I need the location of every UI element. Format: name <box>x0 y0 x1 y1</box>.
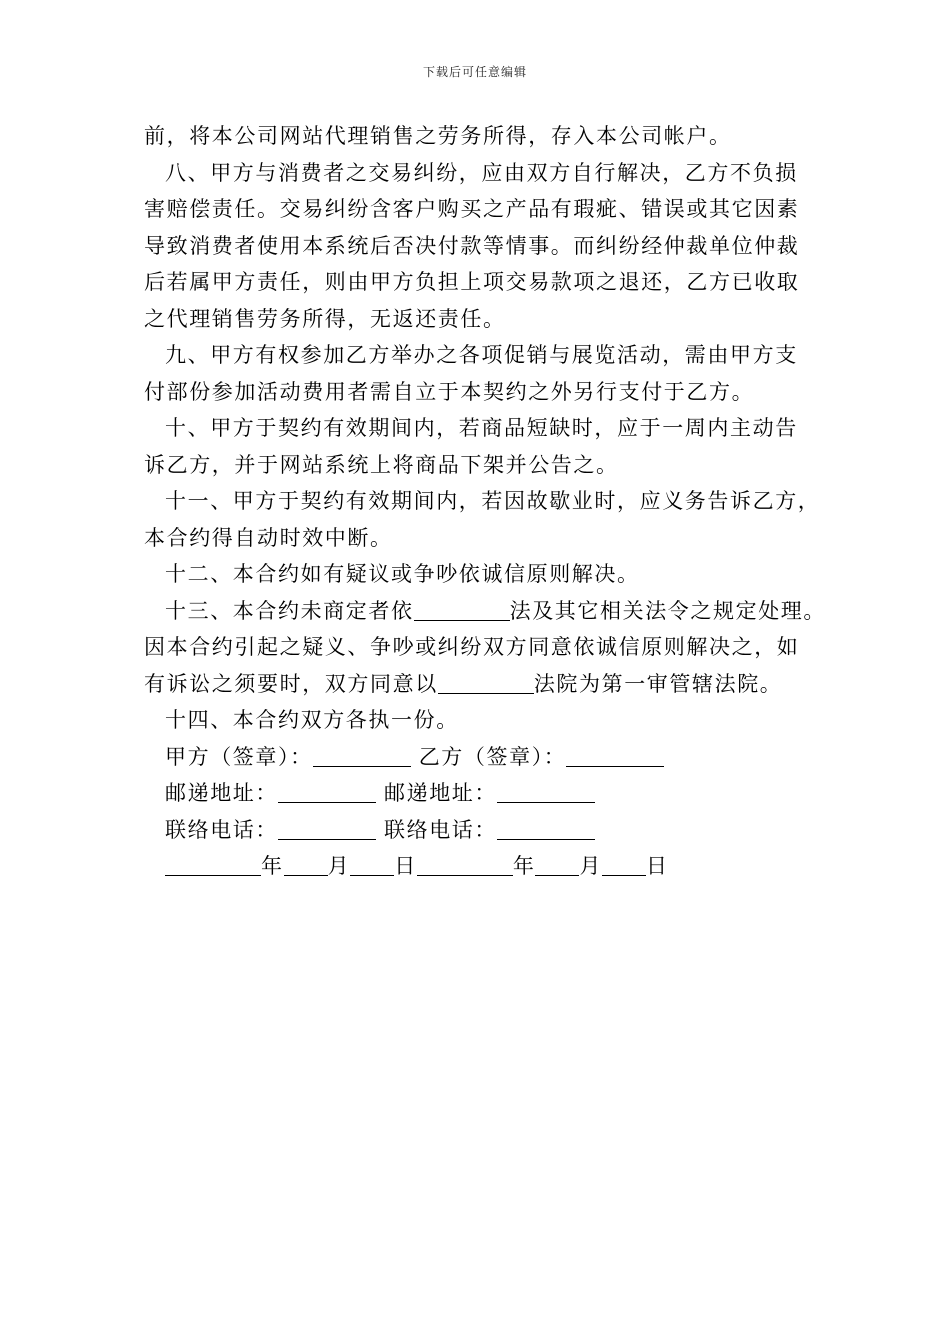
clause-line: 后若属甲方责任，则由甲方负担上项交易款项之退还，乙方已收取 <box>144 270 800 294</box>
party-a-label: 甲方（签章）： <box>165 744 313 769</box>
phone-row <box>144 812 834 849</box>
clause-line: 八、甲方与消费者之交易纠纷，应由双方自行解决，乙方不负损 <box>165 160 798 185</box>
party-a-signature-field[interactable] <box>313 744 411 767</box>
year-label: 年 <box>512 854 536 878</box>
party-b-label: 乙方（签章）： <box>418 744 567 769</box>
clause-line: 十、甲方于契约有效期间内，若商品短缺时，应于一周内主动告 <box>165 416 798 440</box>
clause-line: 诉乙方，并于网站系统上将商品下架并公告之。 <box>144 452 619 477</box>
clause-12: 十二、本合约如有疑议或争吵依诚信原则解决。 <box>165 562 640 586</box>
clause-line: 之代理销售劳务所得，无返还责任。 <box>144 306 506 331</box>
party-a-phone-field[interactable] <box>278 817 376 840</box>
clause-line: 十一、甲方于契约有效期间内，若因故歇业时，应义务告诉乙方， <box>165 489 821 513</box>
party-b-address-field[interactable] <box>497 780 595 803</box>
party-a-address-label: 邮递地址： <box>165 781 278 805</box>
party-b-phone-field[interactable] <box>497 817 595 840</box>
clause-11 <box>144 483 834 556</box>
month-label: 月 <box>579 854 603 878</box>
law-blank-field[interactable] <box>414 598 510 621</box>
clause-line: 付部份参加活动费用者需自立于本契约之外另行支付于乙方。 <box>144 379 755 404</box>
signature-row <box>144 739 834 776</box>
year-label: 年 <box>261 854 284 878</box>
clause-line: 九、甲方有权参加乙方举办之各项促销与展览活动，需由甲方支 <box>165 343 798 367</box>
clause-13 <box>144 593 834 703</box>
contract-body <box>144 118 834 885</box>
clause-line <box>144 593 834 630</box>
party-a-day-field[interactable] <box>350 853 394 876</box>
party-b-signature-field[interactable] <box>566 744 664 767</box>
clause-8 <box>144 155 834 338</box>
party-a-month-field[interactable] <box>284 853 328 876</box>
clause-10 <box>144 410 834 483</box>
clause-text: 有诉讼之须要时，双方同意以 <box>144 671 438 696</box>
clause-9 <box>144 337 834 410</box>
clause-line <box>144 666 834 703</box>
address-row <box>144 775 834 812</box>
clause-line: 本合约得自动时效中断。 <box>144 525 393 550</box>
clause-line: 导致消费者使用本系统后否决付款等情事。而纠纷经仲裁单位仲裁 <box>144 233 800 258</box>
court-blank-field[interactable] <box>438 671 534 694</box>
clause-14: 十四、本合约双方各执一份。 <box>165 708 459 732</box>
party-b-phone-label: 联络电话： <box>384 817 497 842</box>
day-label: 日 <box>394 854 417 878</box>
clause-line: 因本合约引起之疑义、争吵或纠纷双方同意依诚信原则解决之，如 <box>144 635 800 659</box>
page-header: 下载后可任意编辑 <box>422 65 527 79</box>
clause-text: 法院为第一审管辖法院。 <box>533 671 783 696</box>
party-a-year-field[interactable] <box>165 853 261 876</box>
date-row <box>144 848 834 885</box>
party-b-month-field[interactable] <box>535 853 579 876</box>
party-b-address-label: 邮递地址： <box>384 781 497 805</box>
month-label: 月 <box>327 854 351 878</box>
clause-text: 十三、本合约未商定者依 <box>165 598 414 623</box>
party-a-address-field[interactable] <box>278 780 376 803</box>
party-a-phone-label: 联络电话： <box>165 817 278 842</box>
clause-text: 法及其它相关法令之规定处理。 <box>509 598 827 623</box>
day-label: 日 <box>646 854 669 878</box>
party-b-day-field[interactable] <box>602 853 646 876</box>
clause-line: 害赔偿责任。交易纠纷含客户购买之产品有瑕疵、错误或其它因素 <box>144 197 800 221</box>
party-b-year-field[interactable] <box>417 853 513 876</box>
paragraph-7-tail: 前，将本公司网站代理销售之劳务所得，存入本公司帐户。 <box>144 124 732 148</box>
